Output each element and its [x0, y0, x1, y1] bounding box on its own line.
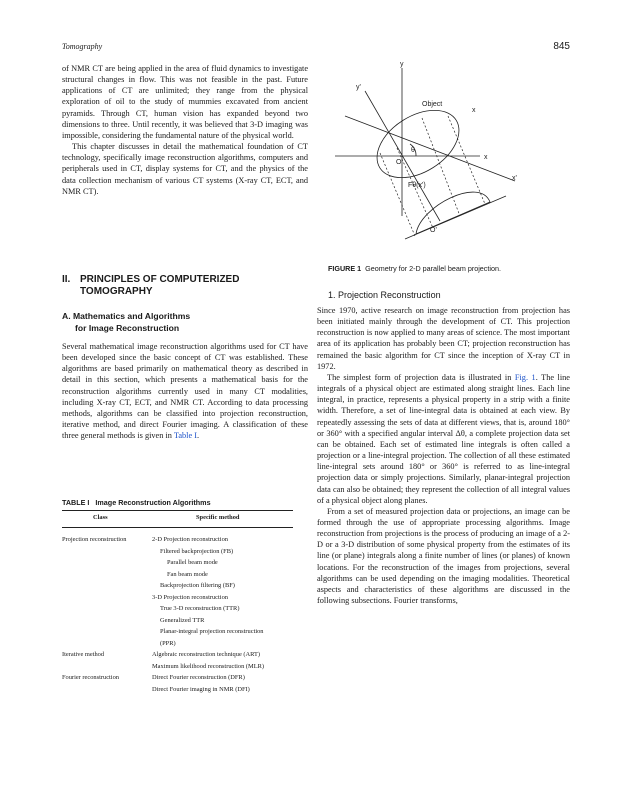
right-paragraph-2-start: The simplest form of projection data is illustrated in — [327, 372, 512, 382]
right-paragraph-1: Since 1970, active research on image reconstruction from projection has been initiated mainly through the development of CT. This projection reconstruction is now applied to many areas of science. The most important area of its application has probably been CT; projection reconstruction has remained the basic algorithm for CT since the inception of X-ray CT in 1972. — [317, 306, 570, 371]
projection-ray — [422, 118, 460, 216]
table-header-rule — [62, 527, 293, 528]
subsection-a-heading — [62, 311, 292, 334]
table-cell-method: Algebraic reconstruction technique (ART) — [152, 651, 261, 658]
table-cell-class — [62, 569, 152, 581]
label-y: y — [400, 61, 404, 68]
table-row — [62, 626, 297, 638]
subsection-a-number: A. — [62, 311, 71, 321]
table-row — [62, 569, 297, 581]
left-column-body — [62, 341, 308, 441]
table-cell-class: Iterative method — [62, 651, 105, 658]
table-cell-method: Direct Fourier reconstruction (DFR) — [152, 674, 245, 681]
section-heading — [62, 274, 292, 298]
table-i-link[interactable]: Table I — [173, 431, 197, 441]
table-top-rule — [62, 510, 293, 511]
intro-paragraph-1: of NMR CT are being applied in the area of fluid dynamics to investigate structural changes in flow. This was not feasible in the past. Future applications of CT are unlimited; they range from the physical exploration of oil to the study of mummies excavated from ancient pyramids. Through CT, human vision has expanded beyond two dimensions to three. Until recently, it was believed that 3-D imaging was impossible, considering the fundamental nature of the physical world. — [62, 64, 308, 140]
subsection-a-title-line2: for Image Reconstruction — [75, 322, 180, 333]
table-row — [62, 592, 297, 604]
table-cell-class — [62, 638, 152, 650]
table-cell-method: Generalized TTR — [160, 616, 205, 624]
table-cell-method: Parallel beam mode — [167, 559, 218, 566]
table-cell-method: Filtered backprojection (FB) — [160, 547, 234, 555]
table-cell-class — [62, 603, 152, 615]
table-row — [62, 672, 297, 684]
table-row — [62, 580, 297, 592]
table-cell-class — [62, 626, 152, 638]
table-row — [62, 603, 297, 615]
table-row — [62, 546, 297, 558]
figure-caption — [328, 264, 501, 273]
table-row — [62, 661, 297, 673]
label-y-prime: y' — [356, 84, 361, 91]
table-cell-method: True 3-D reconstruction (TTR) — [160, 605, 240, 612]
page-number: 845 — [553, 41, 570, 52]
table-row — [62, 684, 297, 696]
label-x: x — [472, 107, 476, 114]
figure-label: FIGURE 1 — [328, 264, 362, 273]
table-cell-class — [62, 580, 152, 592]
subsection-1-number: 1. — [328, 290, 336, 300]
table-cell-class: Fourier reconstruction — [62, 674, 119, 681]
table-label: TABLE I — [62, 498, 90, 507]
running-title: Tomography — [62, 42, 103, 51]
table-row — [62, 615, 297, 627]
subsection-1-heading — [328, 290, 441, 300]
table-row — [62, 534, 297, 546]
table-cell-method: Backprojection filtering (BF) — [160, 582, 235, 589]
table-cell-method: 3-D Projection reconstruction — [152, 593, 228, 601]
right-column-body — [317, 305, 570, 606]
label-projection: Fθ(x') — [408, 182, 426, 189]
body-text: Several mathematical image reconstruction algorithms used for CT have been developed since the basic concept of CT was established. These algorithms are based primarily on mathematical theory as described in detail in this section, which presents a mathematical basis for the reconstruction algorithms currently used in many CT modalities, including X-ray CT, ECT, and NMR CT. According to data processing methods, algorithms can be classified into projection reconstruction, iterative method, and direct Fourier imaging. A classification of these three general methods is given in — [62, 342, 308, 441]
table-cell-method: (PPR) — [160, 639, 176, 647]
table-body — [62, 534, 297, 695]
detector-line — [405, 196, 506, 239]
body-text-end: . — [197, 431, 200, 441]
table-cell-class — [62, 615, 152, 627]
section-number: II. — [62, 274, 71, 285]
table-row — [62, 649, 297, 661]
table-cell-method: Maximum likelihood reconstruction (MLR) — [152, 662, 264, 670]
table-title — [62, 498, 217, 507]
right-paragraph-2-end: . The line integrals of a physical object are estimated along straight lines. Each line integral, in practice, represents a physical property in a strip with a finite width. Therefore, a set of line-integral data is obtained at each view. By repeatedly assessing the sets of data at different views, that is, around 180° or 360° with a specified angular interval Δθ, a complete projection data set can be obtained. Each set of estimated line integrals is often called a projection or a line-integral projection. The collection of all these estimated line-integral sets around 180° or 360° is referred to as line-integral projection data or simply projections. Similarly, planar-integral projection data can also be obtained; they represent the collection of all integral values of a physical object along planes. — [317, 372, 570, 505]
parallel-beam-geometry-diagram — [330, 56, 540, 256]
label-theta: θ — [411, 147, 415, 154]
label-x-prime: x' — [512, 175, 517, 182]
table-col-method-header: Specific method — [196, 514, 240, 521]
table-row — [62, 557, 297, 569]
right-paragraph-3: From a set of measured projection data or projections, an image can be formed through the use of appropriate processing algorithms. Image reconstruction from projections is the process of producing an image of a 2-D or a 3-D distribution of some physical property from the estimates of its line (or plane) integrals along a finite number of lines (or planes) of known locations. For the reconstruction of the images from projections, several algorithms can be used depending on the imaging modalities. Theoretical aspects and characteristics of these algorithms are discussed in the following subsections. Fourier transforms, — [317, 506, 570, 606]
table-cell-method: Fan beam mode — [167, 570, 208, 578]
table-cell-class — [62, 684, 152, 696]
fig-1-link[interactable]: Fig. 1 — [514, 372, 536, 382]
table-col-class-header: Class — [93, 514, 108, 521]
figure-1 — [330, 56, 540, 261]
table-cell-class: Projection reconstruction — [62, 536, 127, 543]
table-cell-class — [62, 661, 152, 673]
label-object: Object — [422, 101, 443, 108]
table-cell-method: Direct Fourier imaging in NMR (DFI) — [152, 685, 250, 693]
x-prime-axis — [345, 116, 515, 181]
body-paragraph — [62, 341, 308, 441]
right-paragraph-2 — [317, 372, 570, 506]
intro-paragraph-2: This chapter discusses in detail the mathematical foundation of CT technology, specifically image reconstruction algorithms, computers and peripherals used in CT, display systems for CT, and the physics of the data collection mechanism of various CT systems (X-ray CT, ECT, and NMR CT). — [62, 142, 308, 196]
section-title-line1: PRINCIPLES OF COMPUTERIZED — [80, 274, 240, 285]
table-cell-method: Planar-integral projection reconstruction — [160, 628, 264, 635]
table-cell-class — [62, 592, 152, 604]
subsection-1-title: Projection Reconstruction — [338, 290, 441, 300]
projection-ray — [448, 116, 485, 204]
section-title-line2: TOMOGRAPHY — [80, 286, 153, 297]
subsection-a-title-line1: Mathematics and Algorithms — [72, 311, 191, 321]
left-column-intro — [62, 63, 308, 197]
table-title-text: Image Reconstruction Algorithms — [95, 498, 211, 507]
figure-caption-text: Geometry for 2-D parallel beam projection. — [365, 264, 501, 273]
label-x-axis: x — [484, 154, 488, 161]
table-cell-class — [62, 557, 152, 569]
table-row — [62, 638, 297, 650]
table-cell-method: 2-D Projection reconstruction — [152, 536, 228, 543]
label-origin: O — [396, 159, 402, 166]
table-cell-class — [62, 546, 152, 558]
label-o-prime: O' — [430, 227, 437, 234]
